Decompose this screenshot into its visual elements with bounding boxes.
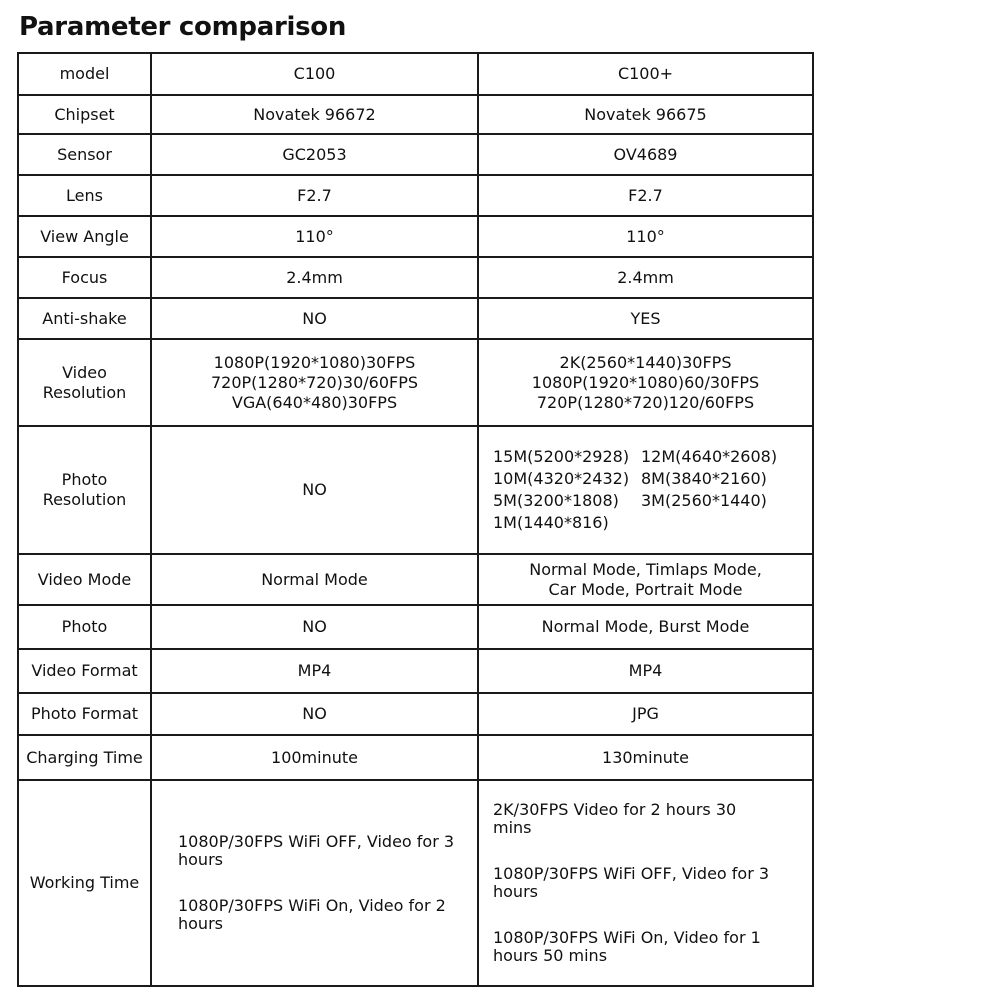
table-row	[18, 298, 813, 339]
cell-c100-plus: Normal Mode, Timlaps Mode, Car Mode, Portrait Mode	[478, 554, 813, 605]
page-title: Parameter comparison	[19, 12, 347, 42]
row-label: Photo	[18, 605, 151, 649]
cell-c100: 1080P(1920*1080)30FPS 720P(1280*720)30/60FPS VGA(640*480)30FPS	[151, 339, 478, 426]
row-label: Lens	[18, 175, 151, 216]
photo-resolution-item: 10M(4320*2432)	[493, 469, 630, 488]
row-label: Charging Time	[18, 735, 151, 780]
row-label: Working Time	[18, 780, 151, 986]
table-row	[18, 426, 813, 554]
table-row	[18, 649, 813, 693]
cell-c100: NO	[151, 605, 478, 649]
cell-c100: MP4	[151, 649, 478, 693]
cell-c100: NO	[151, 298, 478, 339]
photo-resolution-item: 1M(1440*816)	[493, 513, 609, 532]
photo-resolution-item: 8M(3840*2160)	[641, 469, 767, 488]
table-row	[18, 735, 813, 780]
cell-c100-plus	[478, 426, 813, 554]
cell-c100: GC2053	[151, 134, 478, 175]
row-label: Anti-shake	[18, 298, 151, 339]
row-label: Photo Format	[18, 693, 151, 735]
cell-c100-plus: 2.4mm	[478, 257, 813, 298]
working-time-line: 1080P/30FPS WiFi On, Video for 2 hours	[178, 896, 446, 933]
cell-c100: F2.7	[151, 175, 478, 216]
photo-resolution-item: 15M(5200*2928)	[493, 447, 630, 466]
row-label: Video Mode	[18, 554, 151, 605]
table-row	[18, 339, 813, 426]
row-label: Photo Resolution	[18, 426, 151, 554]
cell-c100-plus: 130minute	[478, 735, 813, 780]
table-row	[18, 216, 813, 257]
table-row	[18, 554, 813, 605]
working-time-line: 1080P/30FPS WiFi On, Video for 1 hours 50 mins	[493, 928, 761, 965]
cell-c100	[151, 780, 478, 986]
cell-c100: NO	[151, 426, 478, 554]
table-row	[18, 257, 813, 298]
cell-c100: Normal Mode	[151, 554, 478, 605]
cell-c100-plus: 110°	[478, 216, 813, 257]
cell-c100-plus: MP4	[478, 649, 813, 693]
photo-resolution-list	[493, 447, 806, 533]
cell-c100: 110°	[151, 216, 478, 257]
row-label: Video Format	[18, 649, 151, 693]
working-time-line: 2K/30FPS Video for 2 hours 30 mins	[493, 800, 737, 837]
header-c100: C100	[151, 53, 478, 95]
row-label: Chipset	[18, 95, 151, 134]
cell-c100-plus: Novatek 96675	[478, 95, 813, 134]
table-row	[18, 134, 813, 175]
header-row	[18, 53, 813, 95]
table-row	[18, 95, 813, 134]
row-label: View Angle	[18, 216, 151, 257]
cell-c100: NO	[151, 693, 478, 735]
photo-resolution-item: 3M(2560*1440)	[641, 491, 767, 510]
row-label: Video Resolution	[18, 339, 151, 426]
cell-c100: 2.4mm	[151, 257, 478, 298]
cell-c100: 100minute	[151, 735, 478, 780]
cell-c100-plus	[478, 780, 813, 986]
cell-c100-plus: 2K(2560*1440)30FPS 1080P(1920*1080)60/30FPS 720P(1280*720)120/60FPS	[478, 339, 813, 426]
table-row	[18, 605, 813, 649]
parameter-comparison-table	[17, 52, 814, 987]
cell-c100-plus: OV4689	[478, 134, 813, 175]
cell-c100-plus: JPG	[478, 693, 813, 735]
table-row	[18, 693, 813, 735]
photo-resolution-item: 5M(3200*1808)	[493, 491, 619, 510]
header-c100-plus: C100+	[478, 53, 813, 95]
working-time-line: 1080P/30FPS WiFi OFF, Video for 3 hours	[493, 864, 770, 901]
cell-c100: Novatek 96672	[151, 95, 478, 134]
cell-c100-plus: Normal Mode, Burst Mode	[478, 605, 813, 649]
header-model: model	[18, 53, 151, 95]
cell-c100-plus: F2.7	[478, 175, 813, 216]
photo-resolution-item: 12M(4640*2608)	[641, 447, 778, 466]
row-label: Focus	[18, 257, 151, 298]
working-time-line: 1080P/30FPS WiFi OFF, Video for 3 hours	[178, 832, 455, 869]
cell-c100-plus: YES	[478, 298, 813, 339]
table-row	[18, 175, 813, 216]
table-row	[18, 780, 813, 986]
row-label: Sensor	[18, 134, 151, 175]
